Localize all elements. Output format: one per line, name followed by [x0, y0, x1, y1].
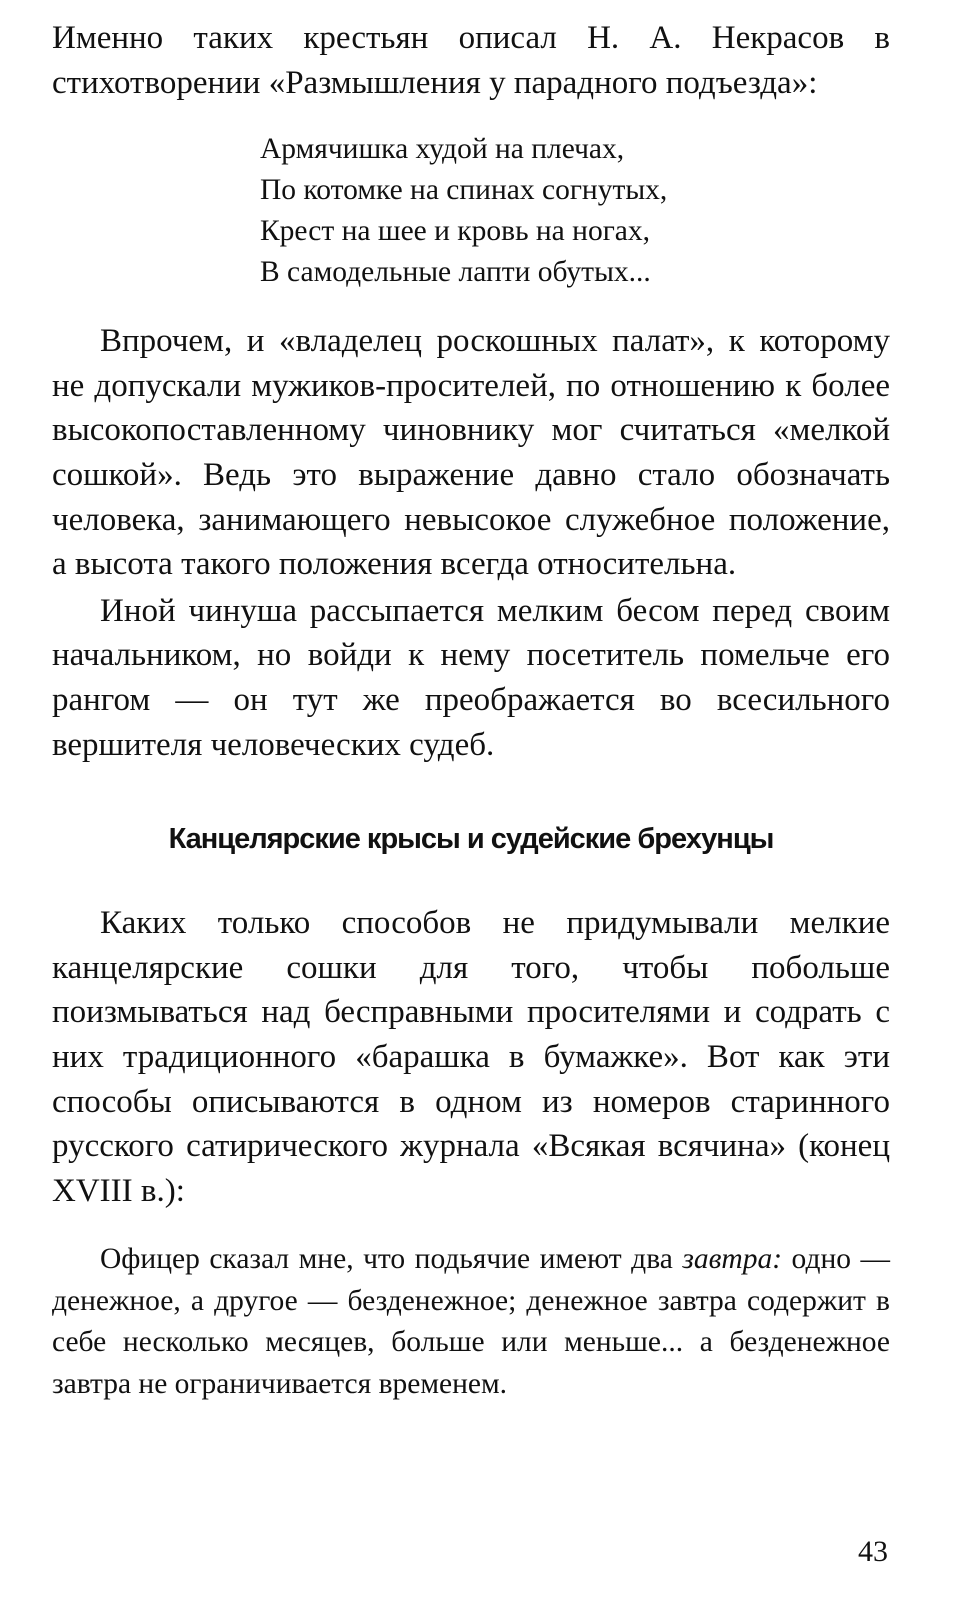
intro-paragraph: Именно таких крестьян описал Н. А. Некрасов в стихотворении «Размышления у парадного подъезда»:	[52, 20, 890, 101]
verse-block	[260, 129, 890, 293]
verse-line: Крест на шее и кровь на ногах,	[260, 215, 651, 248]
verse-line: В самодельные лапти обутых...	[260, 256, 651, 289]
quote-italic-word: завтра:	[682, 1243, 783, 1276]
body-paragraph: Иной чинуша рассыпается мелким бесом перед своим начальником, но войди к нему посетитель помельче его рангом — он тут же преображается во всесильного вершителя человеческих судеб.	[52, 592, 890, 763]
quote-paragraph	[52, 1239, 890, 1405]
verse-line: Армячишка худой на плечах,	[260, 133, 625, 166]
section-heading: Канцелярские крысы и судейские брехунцы	[168, 823, 774, 856]
verse-line: По котомке на спинах согнутых,	[260, 174, 668, 207]
body-paragraph: Каких только способов не придумывали мелкие канцелярские сошки для того, чтобы побольше поизмываться над бесправными просителями и содрать с них традиционного «барашка в бумажке». Вот как эти способы описываются в одном из номеров старинного русского сатирического журнала «Всякая всячина» (конец XVIII в.):	[52, 905, 890, 1209]
quote-text: Офицер сказал мне, что подьячие имеют два	[100, 1243, 683, 1276]
body-paragraph: Впрочем, и «владелец роскошных палат», к которому не допускали мужиков-просителей, по отношению к более высокопоставленному чиновнику мог считаться «мелкой сошкой». Ведь это выражение давно стало обозначать человека, занимающего невысокое служебное положение, а высота такого положения всегда относительна.	[52, 323, 890, 583]
quote-text: одно — денежное, а другое — безденежное; денежное завтра содержит в себе несколько месяцев, больше или меньше... а безденежное завтра не ограничивается временем.	[52, 1243, 890, 1400]
page-body	[52, 16, 890, 1405]
page-number: 43	[858, 1535, 888, 1568]
